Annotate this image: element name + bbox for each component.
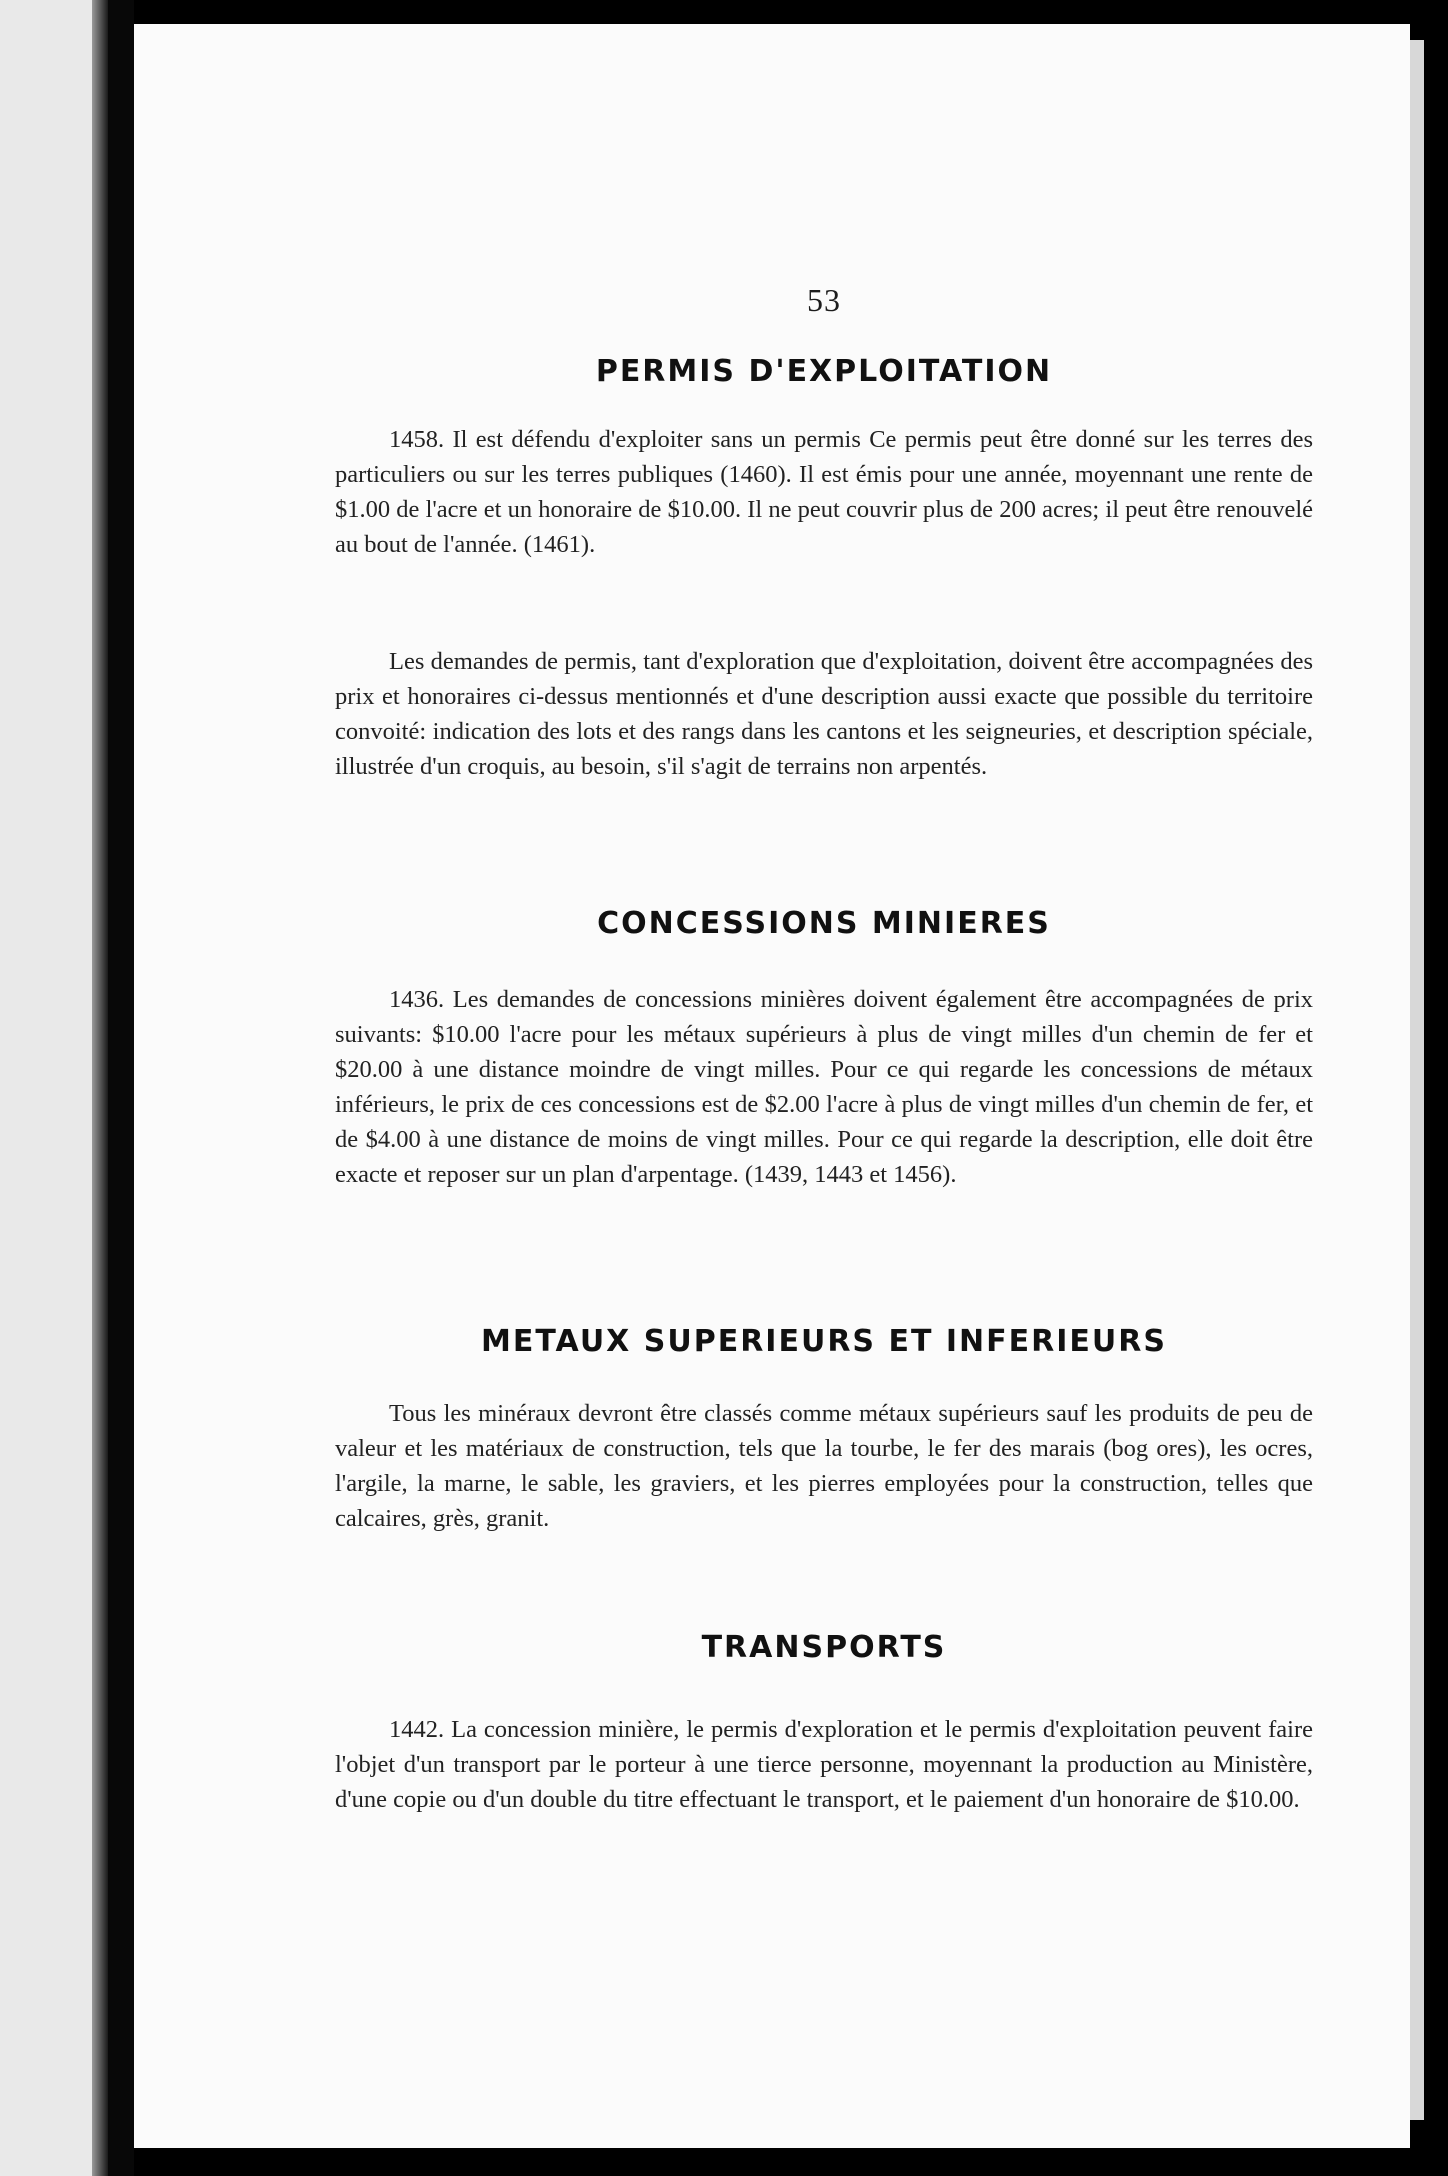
book-gutter bbox=[108, 0, 134, 2176]
facing-page-edge bbox=[0, 0, 96, 2176]
paragraph-1436: 1436. Les demandes de concessions minières doivent également être accompagnées de prix suivants: $10.00 l'acre pour les métaux supérieurs à plus de vingt milles d'un chemin de fer et $20.00 à une distance moindre de vingt milles. Pour ce qui regarde les concessions de métaux inférieurs, le prix de ces concessions est de $2.00 l'acre à plus de vingt milles d'un chemin de fer, et de $4.00 à une distance de moins de vingt milles. Pour ce qui regarde la description, elle doit être exacte et reposer sur un plan d'arpentage. (1439, 1443 et 1456). bbox=[335, 986, 1313, 1188]
document-page bbox=[134, 24, 1410, 2148]
heading-concessions-minieres: CONCESSIONS MINIERES bbox=[597, 906, 1051, 941]
paragraph-mineraux: Tous les minéraux devront être classés comme métaux supérieurs sauf les produits de peu de valeur et les matériaux de construction, tels que la tourbe, le fer des marais (bog ores), les ocres, l'argile, la marne, le sable, les graviers, et les pierres employées pour la construction, telles que calcaires, grès, granit. bbox=[335, 1400, 1313, 1532]
page-number: 53 bbox=[807, 282, 841, 318]
paragraph-1442: 1442. La concession minière, le permis d'exploration et le permis d'exploitation peuvent faire l'objet d'un transport par le porteur à une tierce personne, moyennant la production au Ministère, d'une copie ou d'un double du titre effectuant le transport, et le paiement d'un honoraire de $10.00. bbox=[335, 1716, 1313, 1813]
heading-permis-exploitation: PERMIS D'EXPLOITATION bbox=[595, 354, 1053, 389]
heading-transports: TRANSPORTS bbox=[701, 1630, 947, 1665]
heading-metaux: METAUX SUPERIEURS ET INFERIEURS bbox=[481, 1324, 1167, 1359]
page-edge bbox=[1410, 40, 1424, 2120]
paragraph-demandes-permis: Les demandes de permis, tant d'exploration que d'exploitation, doivent être accompagnées des prix et honoraires ci-dessus mentionnés et d'une description aussi exacte que possible du territoire convoité: indication des lots et des rangs dans les cantons et les seigneuries, et description spéciale, illustrée d'un croquis, au besoin, s'il s'agit de terrains non arpentés. bbox=[335, 648, 1313, 780]
paragraph-1458: 1458. Il est défendu d'exploiter sans un permis Ce permis peut être donné sur les terres des particuliers ou sur les terres publiques (1460). Il est émis pour une année, moyennant une rente de $1.00 de l'acre et un honoraire de $10.00. Il ne peut couvrir plus de 200 acres; il peut être renouvelé au bout de l'année. (1461). bbox=[335, 426, 1313, 558]
binding-shadow bbox=[92, 0, 108, 2176]
